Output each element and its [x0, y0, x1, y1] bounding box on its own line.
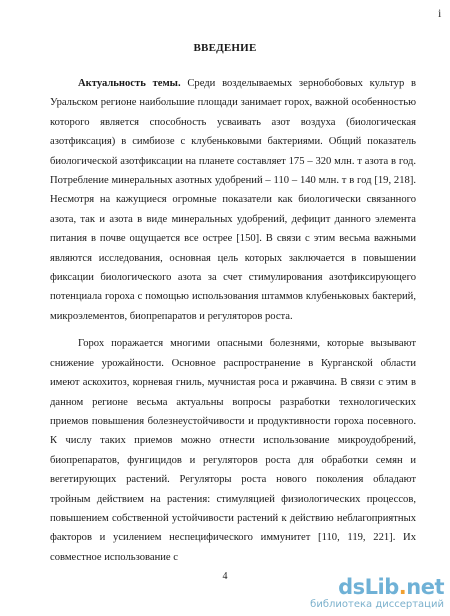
- watermark-logo-text: [310, 577, 444, 598]
- watermark-logo: [310, 577, 444, 610]
- watermark-logo-tld: net: [406, 575, 444, 599]
- paragraph: [50, 74, 416, 326]
- page-number: 4: [222, 571, 228, 582]
- page-title: ВВЕДЕНИЕ: [193, 42, 257, 54]
- corner-mark: i: [438, 6, 442, 20]
- paragraph-text: Среди возделываемых зернобобовых культур в Уральском регионе наибольшие площади занимает горох, важной особенностью которого является способность усваивать азот воздуха (биологическая азотфиксация) в симбиозе с клубеньковыми бактериями. Общий показатель биологической азотфиксации на планете составляет 175 – 320 млн. т азота в год. Потребление минеральных азотных удобрений – 110 – 140 млн. т в год [19, 218]. Несмотря на кажущиеся огромные показатели как биологически связанного азота, так и азота в виде минеральных удобрений, дефицит данного элемента питания в почве ощущается все острее [150]. В связи с этим весьма важными являются исследования, основная цель которых заключается в повышении фиксации биологического азота за счет стимулирования азотфиксирующего потенциала гороха с помощью использования штаммов клубеньковых бактерий, микроэлементов, биопрепаратов и регуляторов роста.: [50, 78, 416, 322]
- watermark-subtitle: библиотека диссертаций: [310, 599, 444, 610]
- paragraph: [50, 334, 416, 567]
- watermark-logo-main: dsLib: [338, 575, 399, 599]
- document-body: [50, 74, 416, 567]
- watermark-logo-dot: .: [398, 575, 407, 599]
- paragraph-lead: Актуальность темы.: [78, 78, 181, 89]
- paragraph-text: Горох поражается многими опасными болезнями, которые вызывают снижение урожайности. Основное распространение в Курганской области имеют аскохитоз, корневая гниль, мучнистая роса и ржавчина. В связи с этим в данном регионе весьма актуальны вопросы разработки технологических приемов повышения болезнеустойчивости и продуктивности гороха посевного. К числу таких приемов можно отнести использование микроудобрений, биопрепаратов, фунгицидов и регуляторов роста для обработки семян и вегетирующих растений. Регуляторы роста нового поколения обладают тройным действием на растения: стимуляцией физиологических процессов, повышением собственной устойчивости растений к действию неблагоприятных факторов и усилением неспецифического иммунитет [110, 119, 221]. Их совместное использование с: [50, 338, 416, 563]
